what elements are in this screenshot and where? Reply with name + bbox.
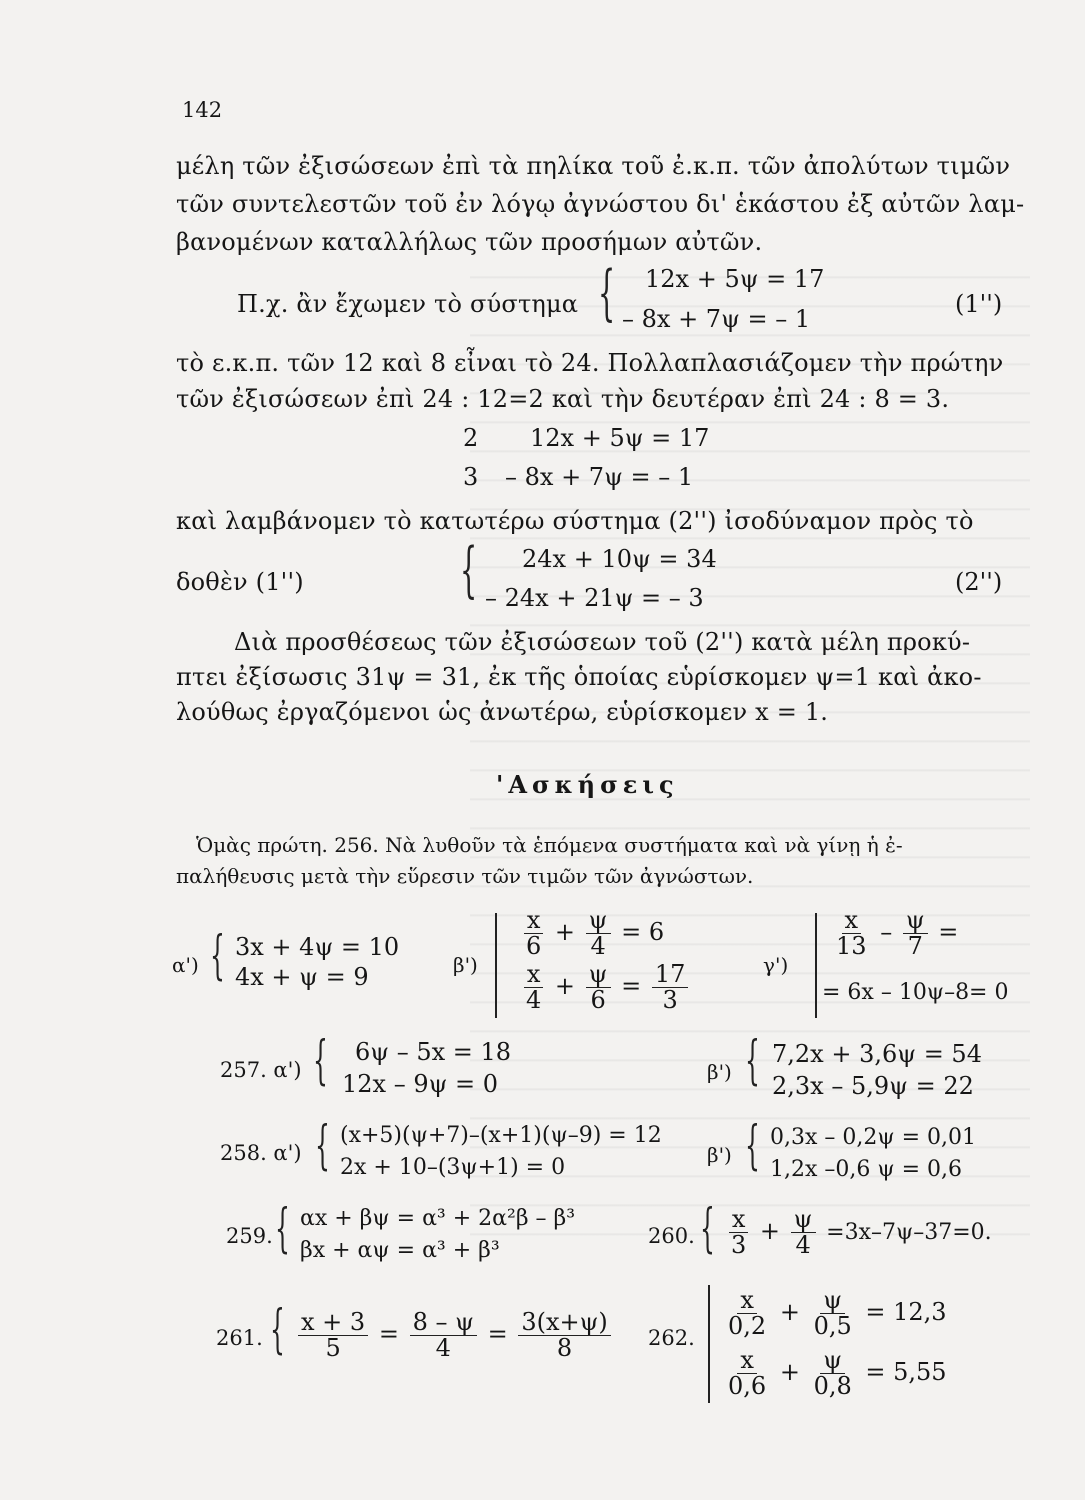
ex256-b-eq2-n1: x [524,962,544,988]
ex257-number: 257. α') [220,1058,302,1082]
ex260-number: 260. [648,1224,695,1248]
ex262-r1-op: + [779,1298,800,1327]
ex260-d1: 3 [731,1231,747,1260]
ex256-b-bracket [495,913,497,1018]
multiplier-2: 3 [463,463,479,491]
ex256-c-eq2: = 6x – 10ψ–8= 0 [822,980,1009,1005]
group-intro-line2: παλήθευσις μετὰ τὴν εὕρεσιν τῶν τιμῶν τῶν ἀγνώστων. [176,864,754,888]
ex261-eq1: = [378,1320,399,1349]
ex257-a-eq2: 12x – 9ψ = 0 [342,1070,499,1098]
ex256-b-eq2-op: + [554,972,576,1001]
ex262-r2-d1: 0,6 [728,1372,767,1401]
ex258-b-eq1: 0,3x – 0,2ψ = 0,01 [770,1125,977,1150]
system1-intro: Π.χ. ἂν ἔχωμεν τὸ σύστημα [237,290,579,318]
para3: καὶ λαμβάνομεν τὸ κατωτέρω σύστημα (2'') ἰσοδύναμον πρὸς τὸ [176,507,974,535]
ex258-a-eq1: (x+5)(ψ+7)–(x+1)(ψ–9) = 12 [340,1123,662,1148]
ex258-b-brace: { [745,1116,760,1176]
ex256-a-brace: { [210,926,225,986]
ex260-n1: x [729,1207,749,1233]
ex258-a-eq2: 2x + 10–(3ψ+1) = 0 [340,1155,566,1180]
ex259-brace: { [275,1199,290,1259]
para1-line3: βανομένων καταλλήλως τῶν προσήμων αὐτῶν. [176,228,763,256]
ex259-eq1: αx + βψ = α³ + 2α²β – β³ [300,1206,576,1231]
para4-line2: πτει ἐξίσωσις 31ψ = 31, ἐκ τῆς ὁποίας εὑρίσκομεν ψ=1 καὶ ἀκο- [176,663,982,691]
ex262-r1-rhs: = 12,3 [865,1298,947,1327]
ex256-c-eq1-d1: 13 [836,932,867,961]
ex256-c-eq1-n1: x [842,908,862,934]
ex257-b-eq1: 7,2x + 3,6ψ = 54 [772,1040,982,1068]
para4-line1: Διὰ προσθέσεως τῶν ἐξισώσεων τοῦ (2'') κατὰ μέλη προκύ- [234,628,971,656]
ex257-b-brace: { [745,1031,760,1091]
ex262-r1-n1: x [737,1288,757,1314]
ex256-b-eq2-d3: 3 [662,986,678,1015]
mult-eq1: 12x + 5ψ = 17 [530,424,710,452]
ex262-bracket [708,1285,710,1403]
system2-tag: (2'') [955,568,1003,596]
ex256-c-eq1-op: – [880,918,893,947]
para1-line1: μέλη τῶν ἐξισώσεων ἐπὶ τὰ πηλίκα τοῦ ἐ.κ.π. τῶν ἀπολύτων τιμῶν [176,152,1011,180]
group-intro-line1: Ὁμὰς πρώτη. 256. Νὰ λυθοῦν τὰ ἑπόμενα συστήματα καὶ νὰ γίνῃ ἡ ἐ- [196,833,903,857]
ex256-b-eq1-d1: 6 [526,932,542,961]
exercises-heading: 'Ασκήσεις [496,770,679,799]
ex260-eq [725,1207,992,1258]
ex256-a-eq2: 4x + ψ = 9 [235,963,369,991]
ex257-b-eq2: 2,3x – 5,9ψ = 22 [772,1072,974,1100]
ex256-c-eq1 [830,908,958,959]
ex256-c-eq1-rhs: = [938,918,959,947]
ex261-eq2: = [487,1320,508,1349]
ex256-b-eq2-n3: 17 [652,962,689,988]
ex261-n3: 3(x+ψ) [518,1310,610,1336]
ex261-number: 261. [216,1326,263,1350]
ex256-b-eq2 [520,962,691,1013]
ex262-row1 [722,1288,947,1339]
ex256-b-eq2-d2: 6 [590,986,606,1015]
system1-eq2: – 8x + 7ψ = – 1 [622,305,811,333]
ex262-r1-n2: ψ [820,1288,845,1314]
ex256-a-eq1: 3x + 4ψ = 10 [235,933,400,961]
ex261-eq [295,1310,614,1361]
page-number: 142 [182,98,223,122]
ex256-b-eq1-d2: 4 [590,932,606,961]
ex256-c-eq1-n2: ψ [903,908,928,934]
multiplier-1: 2 [463,424,479,452]
ex260-op: + [759,1217,781,1246]
ex256-b-eq1-n2: ψ [586,908,611,934]
ex258-b-eq2: 1,2x –0,6 ψ = 0,6 [770,1157,963,1182]
ex261-n2: 8 – ψ [410,1310,477,1336]
ex262-number: 262. [648,1326,695,1350]
mult-eq2: – 8x + 7ψ = – 1 [505,463,694,491]
ex256-c-label: γ') [763,953,789,977]
ex256-a-label: α') [172,953,199,977]
ex262-r1-d1: 0,2 [728,1312,767,1341]
ex261-brace: { [270,1300,285,1360]
ex262-r2-rhs: = 5,55 [865,1358,947,1387]
ex259-eq2: βx + αψ = α³ + β³ [300,1238,500,1263]
ex261-d1: 5 [325,1334,341,1363]
ex256-c-eq1-d2: 7 [907,932,923,961]
ex256-c-bracket [815,913,817,1018]
ex262-r2-n2: ψ [820,1348,845,1374]
ex260-brace: { [700,1199,715,1259]
ex262-row2 [722,1348,947,1399]
ex260-rhs: =3x–7ψ–37=0. [826,1220,992,1246]
para2-line2: τῶν ἐξισώσεων ἐπὶ 24 : 12=2 καὶ τὴν δευτέραν ἐπὶ 24 : 8 = 3. [176,385,950,413]
ex262-r1-d2: 0,5 [813,1312,852,1341]
ex256-b-eq1 [520,908,664,959]
ex262-r2-n1: x [737,1348,757,1374]
ex256-b-eq1-rhs: = 6 [621,918,665,947]
system1-eq1: 12x + 5ψ = 17 [645,265,825,293]
ex262-r2-op: + [779,1358,800,1387]
ex257-a-eq1: 6ψ – 5x = 18 [355,1038,512,1066]
ex258-b-label: β') [707,1143,732,1167]
para2-line1: τὸ ε.κ.π. τῶν 12 καὶ 8 εἶναι τὸ 24. Πολλαπλασιάζομεν τὴν πρώτην [176,349,1004,377]
ex257-a-brace: { [313,1031,328,1091]
ex260-n2: ψ [791,1207,816,1233]
ex262-r2-d2: 0,8 [813,1372,852,1401]
ex261-n1: x + 3 [298,1310,368,1336]
ex256-b-eq2-d1: 4 [526,986,542,1015]
system2-eq1: 24x + 10ψ = 34 [522,545,717,573]
ex256-b-eq1-op: + [554,918,576,947]
ex256-b-eq2-eq: = [621,972,642,1001]
para4-line3: λούθως ἐργαζόμενοι ὡς ἀνωτέρω, εὑρίσκομεν x = 1. [176,698,829,726]
system2-eq2: – 24x + 21ψ = – 3 [485,584,704,612]
ex261-d2: 4 [435,1334,451,1363]
ex257-b-label: β') [707,1060,732,1084]
ex259-number: 259. [226,1224,273,1248]
ex256-b-eq1-n1: x [524,908,544,934]
ex258-number: 258. α') [220,1141,302,1165]
system2-brace: { [460,535,478,605]
system2-intro: δοθὲν (1'') [176,568,304,596]
ex256-b-eq2-n2: ψ [586,962,611,988]
ex256-b-label: β') [453,953,478,977]
para1-line2: τῶν συντελεστῶν τοῦ ἐν λόγῳ ἀγνώστου δι' ἑκάστου ἐξ αὐτῶν λαμ- [176,190,1025,218]
ex260-d2: 4 [795,1231,811,1260]
system1-brace: { [598,258,616,328]
ex258-a-brace: { [315,1116,330,1176]
system1-tag: (1'') [955,290,1003,318]
ex261-d3: 8 [556,1334,573,1363]
